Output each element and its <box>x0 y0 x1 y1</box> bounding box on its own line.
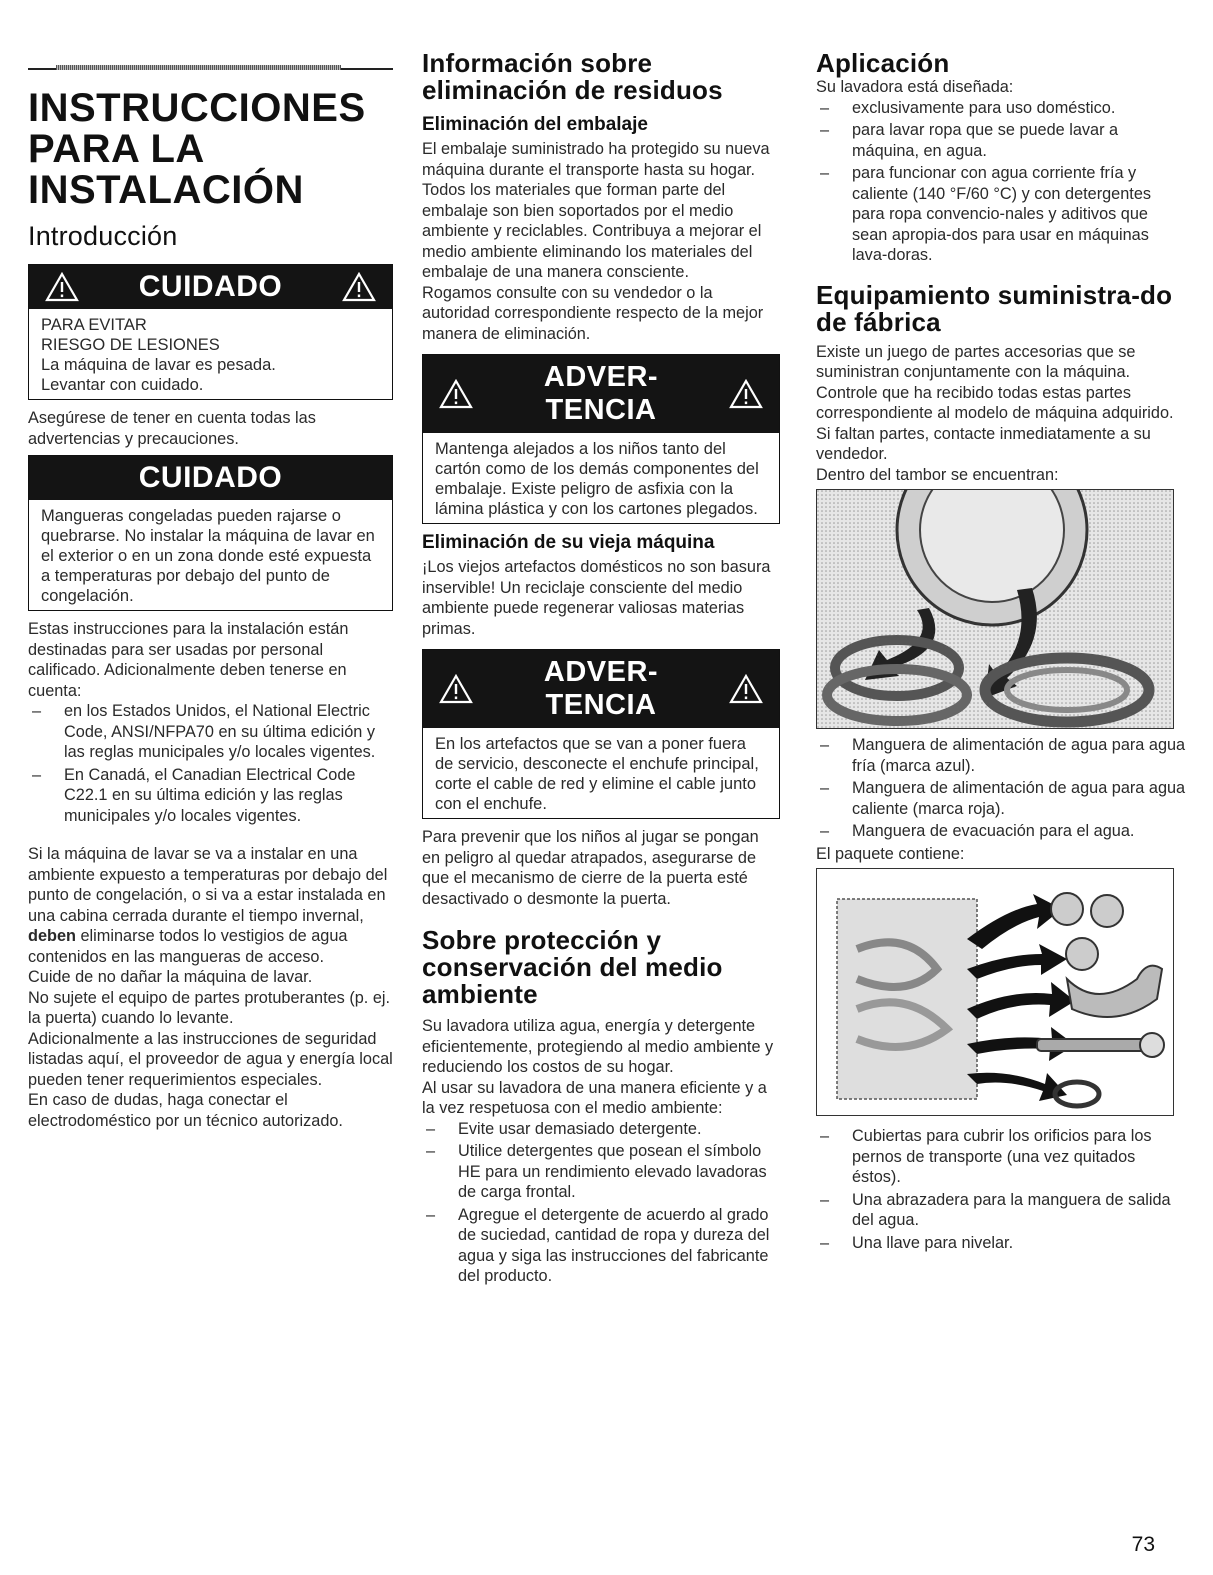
eco-list <box>422 1119 780 1287</box>
caution-body <box>29 500 392 610</box>
list-item: – Una llave para nivelar. <box>816 1233 1186 1254</box>
subheading-vieja-maquina: Eliminación de su vieja máquina <box>422 532 715 553</box>
list-item: – para lavar ropa que se puede lavar a máquina, en agua. <box>816 120 1186 161</box>
warning-title-line: ADVER- <box>543 361 659 393</box>
paragraph-instrucciones: Estas instrucciones para la instalación están destinadas para ser usadas por personal calificado. Adicionalmente deben tenerse en cuenta: <box>28 620 349 700</box>
package-drawing <box>817 869 1174 1116</box>
caution-line: RIESGO DE LESIONES <box>41 336 220 354</box>
paragraph-tambor: Dentro del tambor se encuentran: <box>816 465 1059 484</box>
section-heading-residuos: Información sobre eliminación de residuos <box>422 48 723 105</box>
paragraph-helada <box>28 844 393 967</box>
caution-box-2 <box>28 455 393 611</box>
warning-body <box>423 433 779 523</box>
warning-triangle-icon <box>439 674 473 704</box>
section-heading-equipamiento: Equipamiento suministra-do de fábrica <box>816 279 1173 337</box>
caution-title: CUIDADO <box>138 461 283 494</box>
warning-header <box>423 650 779 728</box>
application-list <box>816 98 1186 266</box>
text-bold: deben <box>28 927 76 945</box>
caution-text: Mangueras congeladas pueden rajarse o quebrarse. No instalar la máquina de lavar en el exterior o en un zona donde esté expuesta a temperaturas por debajo del punto de congelación. <box>41 507 375 605</box>
warning-text: Mantenga alejados a los niños tanto del cartón como de los demás componentes del embalaje. Existe peligro de asfixia con la lámina plástica y con los cartones plegados. <box>435 440 759 518</box>
caution-header <box>29 456 392 500</box>
paragraph-ninos: Para prevenir que los niños al jugar se pongan en peligro al quedar atrapados, asegurarse de que el mecanismo de cierre de la puerta esté desactivado o desmonte la puerta. <box>422 828 759 908</box>
paragraph-disenada: Su lavadora está diseñada: <box>816 78 1014 96</box>
section-heading-medio-ambiente: Sobre protección y conservación del medio ambiente <box>422 925 723 1009</box>
column-left <box>28 50 393 1131</box>
list-item: – Manguera de alimentación de agua para agua caliente (marca roja). <box>816 778 1186 819</box>
list-item: – Evite usar demasiado detergente. <box>422 1119 780 1140</box>
warning-header <box>423 355 779 433</box>
warning-title-line: ADVER- <box>543 656 659 688</box>
hoses-drawing <box>817 490 1174 729</box>
list-item: – Una abrazadera para la manguera de salida del agua. <box>816 1190 1186 1231</box>
intro-heading: Introducción <box>28 221 178 251</box>
list-item: – para funcionar con agua corriente fría y caliente (140 °F/60 °C) y con detergentes para ropa convencio-nales y aditivos que sean apropia-dos para usar en máquinas lava-doras. <box>816 163 1186 266</box>
column-right <box>816 50 1186 1255</box>
paragraph-juego: Existe un juego de partes accesorias que se suministran conjuntamente con la máquina. Controle que ha recibido todas estas partes correspondiente al modelo de máquina adquirido. Si faltan partes, contacte inmediatamente a su vendedor. <box>816 342 1174 463</box>
caution-line: Levantar con cuidado. <box>41 376 204 394</box>
paragraph-precauciones: Asegúrese de tener en cuenta todas las advertencias y precauciones. <box>28 409 316 448</box>
warning-triangle-icon <box>439 379 473 409</box>
caution-title: CUIDADO <box>138 270 283 303</box>
warning-text: En los artefactos que se van a poner fuera de servicio, desconecte el enchufe principal, corte el cable de red y elimine el cable junto con el enchufe. <box>435 735 759 813</box>
warning-title-line: TENCIA <box>545 689 657 721</box>
list-item: – en los Estados Unidos, el National Electric Code, ANSI/NFPA70 en su última edición y las reglas municipales y/o locales vigentes. <box>28 701 393 763</box>
caution-header <box>29 265 392 309</box>
drum-hoses-illustration <box>816 489 1174 729</box>
caution-line: La máquina de lavar es pesada. <box>41 356 276 374</box>
hoses-list <box>816 735 1186 842</box>
warning-triangle-icon <box>342 272 376 302</box>
page-number: 73 <box>1131 1533 1155 1556</box>
page-title: INSTRUCCIONES PARA LA INSTALACIÓN <box>28 86 366 212</box>
paragraph-dudas: En caso de dudas, haga conectar el electrodoméstico por un técnico autorizado. <box>28 1091 343 1130</box>
paragraph-embalaje-1: El embalaje suministrado ha protegido su nueva máquina durante el transporte hasta su hogar. Todos los materiales que forman parte del embalaje son bien soportados por el medio ambiente y reciclables. Contribuya a mejorar el medio ambiente eliminando los materiales del embalaje de una manera consciente. <box>422 140 770 281</box>
list-item: – Utilice detergentes que posean el símbolo HE para un rendimiento elevado lavadoras de carga frontal. <box>422 1141 780 1203</box>
list-item: – Cubiertas para cubrir los orificios para los pernos de transporte (una vez quitados éstos). <box>816 1126 1186 1188</box>
warning-triangle-icon <box>45 272 79 302</box>
warning-body <box>423 728 779 818</box>
caution-line: PARA EVITAR <box>41 316 147 334</box>
paragraph-embalaje-2: Rogamos consulte con su vendedor o la autoridad correspondiente respecto de la mejor manera de eliminación. <box>422 283 764 343</box>
list-item: – exclusivamente para uso doméstico. <box>816 98 1186 119</box>
warning-box-1 <box>422 354 780 524</box>
paragraph-nosujete: No sujete el equipo de partes protuberantes (p. ej. la puerta) cuando lo levante. <box>28 988 391 1027</box>
subheading-embalaje: Eliminación del embalaje <box>422 114 648 135</box>
text-span: Si la máquina de lavar se va a instalar en una ambiente expuesto a temperaturas por debajo del punto de congelación, o si va a estar instalada en una cabina cerrada durante el tiempo invernal, <box>28 845 388 925</box>
caution-box-1 <box>28 264 393 400</box>
paragraph-paquete: El paquete contiene: <box>816 844 965 863</box>
list-item: – En Canadá, el Canadian Electrical Code C22.1 en su última edición y las reglas municipales y/o locales vigentes. <box>28 765 393 827</box>
section-heading-aplicacion: Aplicación <box>816 48 950 78</box>
warning-title <box>473 361 729 427</box>
package-contents-illustration <box>816 868 1174 1116</box>
caution-body <box>29 309 392 399</box>
paragraph-usar: Al usar su lavadora de una manera eficiente y a la vez respetuosa con el medio ambiente: <box>422 1078 767 1117</box>
paragraph-vieja: ¡Los viejos artefactos domésticos no son basura inservible! Un reciclaje consciente del medio ambiente puede regenerar valiosas materias primas. <box>422 558 771 638</box>
warning-box-2 <box>422 649 780 819</box>
list-item: – Manguera de alimentación de agua para agua fría (marca azul). <box>816 735 1186 776</box>
text-span: eliminarse todos lo vestigios de agua contenidos en las mangueras de acceso. <box>28 927 348 966</box>
paragraph-cuide: Cuide de no dañar la máquina de lavar. <box>28 968 313 986</box>
warning-triangle-icon <box>729 379 763 409</box>
list-item: – Agregue el detergente de acuerdo al grado de suciedad, cantidad de ropa y dureza del agua y siga las instrucciones del fabricante del producto. <box>422 1205 780 1287</box>
column-middle <box>422 50 780 1289</box>
header-rule <box>28 50 393 70</box>
paragraph-lavadora: Su lavadora utiliza agua, energía y detergente eficientemente, protegiendo al medio ambiente y reduciendo los costos de su hogar. <box>422 1017 774 1076</box>
paragraph-adicional: Adicionalmente a las instrucciones de seguridad listadas aquí, el proveedor de agua y energía local pueden tener requerimientos especiales. <box>28 1029 393 1089</box>
list-item: – Manguera de evacuación para el agua. <box>816 821 1186 842</box>
codes-list <box>28 701 393 826</box>
warning-title-line: TENCIA <box>545 394 657 426</box>
warning-title <box>473 656 729 722</box>
warning-triangle-icon <box>729 674 763 704</box>
package-list <box>816 1126 1186 1253</box>
